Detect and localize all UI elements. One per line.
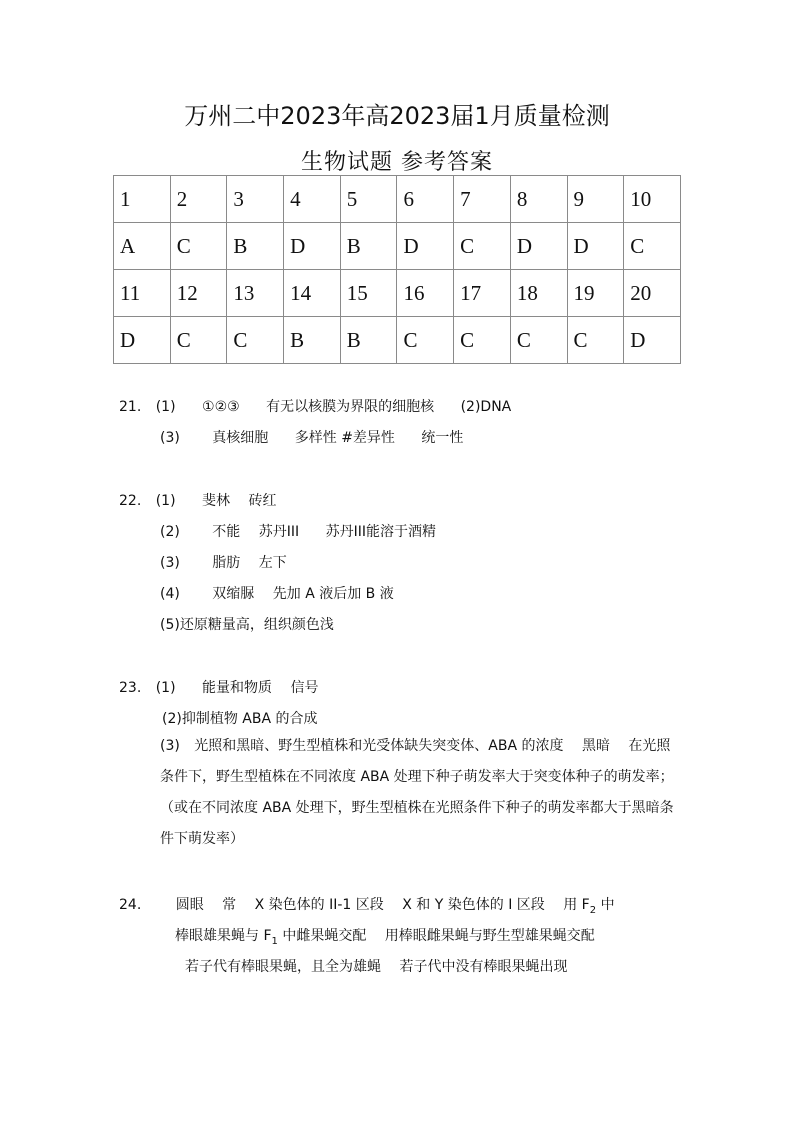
q23-answer-3a: 光照和黑暗、野生型植株和光受体缺失突变体、ABA 的浓度 — [194, 738, 564, 754]
q21-part-1-label: (1) — [155, 399, 176, 415]
table-cell: C — [454, 223, 511, 270]
table-cell: C — [454, 317, 511, 364]
table-cell: 17 — [454, 270, 511, 317]
table-cell: 8 — [510, 176, 567, 223]
table-cell: B — [284, 317, 341, 364]
table-cell: A — [114, 223, 171, 270]
table-cell: 14 — [284, 270, 341, 317]
q22-answer-1b: 砖红 — [248, 493, 277, 509]
table-cell: D — [284, 223, 341, 270]
q23-answer-1a: 能量和物质 — [202, 680, 273, 696]
table-cell: C — [170, 317, 227, 364]
q21-answer-3b: 多样性 #差异性 — [294, 430, 395, 446]
q22-answer-1a: 斐林 — [202, 493, 231, 509]
table-cell: 12 — [170, 270, 227, 317]
table-cell: D — [510, 223, 567, 270]
table-cell: C — [624, 223, 681, 270]
q24-line-2 — [175, 925, 595, 947]
q21-line-1 — [119, 396, 511, 416]
document-subtitle: 生物试题 参考答案 — [301, 150, 493, 175]
table-cell: 20 — [624, 270, 681, 317]
q23-number: 23. — [119, 680, 142, 696]
q21-part-2: (2)DNA — [460, 399, 512, 415]
table-row — [114, 270, 681, 317]
table-cell: 10 — [624, 176, 681, 223]
q22-answer-4a: 双缩脲 — [212, 586, 255, 602]
table-cell: 13 — [227, 270, 284, 317]
q24-answer-4: X 和 Y 染色体的 I 区段 — [402, 897, 545, 913]
q24-answer-5: 用 $F_2$ 中 — [563, 897, 615, 916]
table-cell: B — [227, 223, 284, 270]
table-cell: 3 — [227, 176, 284, 223]
q22-number: 22. — [119, 493, 142, 509]
table-cell: D — [114, 317, 171, 364]
table-cell: D — [567, 223, 624, 270]
table-cell: 4 — [284, 176, 341, 223]
q24-line-3 — [185, 956, 567, 976]
q22-answer-2a: 不能 — [212, 524, 241, 540]
q22-line-2 — [160, 521, 436, 541]
q21-line-2 — [160, 427, 463, 447]
q23-line-1 — [119, 677, 318, 697]
q24-answer-3: X 染色体的 II-1 区段 — [254, 897, 384, 913]
q23-part-3-label: (3) — [160, 738, 180, 754]
q24-line-1 — [119, 894, 615, 916]
table-cell: C — [170, 223, 227, 270]
table-cell: B — [340, 317, 397, 364]
document-title: 万州二中2023年高2023届1月质量检测 — [184, 102, 610, 130]
q23-answer-3b: 黑暗 — [581, 738, 610, 754]
table-cell: 1 — [114, 176, 171, 223]
q21-answer-3a: 真核细胞 — [212, 430, 269, 446]
q23-answer-3c: 在光照条件下，野生型植株在不同浓度 ABA 处理下种子萌发率大于突变体种子的萌发率；（或在不同浓度 ABA 处理下，野生型植株在光照条件下种子的萌发率都大于黑暗条件下萌发率） — [160, 738, 674, 847]
q22-line-3 — [160, 552, 287, 572]
q22-part-4-label: (4) — [160, 586, 180, 602]
q22-part-2-label: (2) — [160, 524, 180, 540]
q23-part-2: (2)抑制植物 ABA 的合成 — [162, 711, 318, 727]
table-cell: D — [624, 317, 681, 364]
q22-answer-2b: 苏丹III — [258, 524, 300, 540]
q22-line-4 — [160, 583, 394, 603]
q22-answer-4b: 先加 A 液后加 B 液 — [272, 586, 394, 602]
q22-answer-3a: 脂肪 — [212, 555, 241, 571]
q23-part-1-label: (1) — [155, 680, 176, 696]
table-cell: 16 — [397, 270, 454, 317]
table-cell: 19 — [567, 270, 624, 317]
q22-line-5 — [160, 614, 334, 634]
table-row — [114, 317, 681, 364]
q24-answer-2: 常 — [222, 897, 237, 913]
q24-number: 24. — [119, 897, 142, 913]
table-cell: 15 — [340, 270, 397, 317]
table-cell: B — [340, 223, 397, 270]
table-cell: C — [510, 317, 567, 364]
q24-answer-1: 圆眼 — [175, 897, 204, 913]
q22-line-1 — [119, 490, 276, 510]
q22-answer-3b: 左下 — [258, 555, 287, 571]
table-cell: D — [397, 223, 454, 270]
q22-answer-2c: 苏丹III能溶于酒精 — [325, 524, 436, 540]
table-cell: 6 — [397, 176, 454, 223]
q21-part-3-label: (3) — [160, 430, 180, 446]
q21-answer-1b: 有无以核膜为界限的细胞核 — [266, 399, 435, 415]
table-cell: 9 — [567, 176, 624, 223]
q24-answer-8: 若子代中没有棒眼果蝇出现 — [399, 959, 568, 975]
table-cell: C — [227, 317, 284, 364]
table-cell: 5 — [340, 176, 397, 223]
q24-answer-5-cont: 棒眼雄果蝇与 $F_1$ 中雌果蝇交配 — [175, 928, 367, 947]
q22-part-3-label: (3) — [160, 555, 180, 571]
q21-answer-1a: ①②③ — [202, 399, 240, 415]
answer-table — [113, 175, 681, 364]
table-row — [114, 223, 681, 270]
q22-part-5: (5)还原糖量高，组织颜色浅 — [160, 617, 334, 633]
table-cell: C — [397, 317, 454, 364]
q24-answer-6: 用棒眼雌果蝇与野生型雄果蝇交配 — [384, 928, 595, 944]
q21-answer-3c: 统一性 — [421, 430, 464, 446]
table-cell: C — [567, 317, 624, 364]
q23-line-2 — [162, 708, 318, 728]
table-cell: 7 — [454, 176, 511, 223]
table-cell: 18 — [510, 270, 567, 317]
table-cell: 2 — [170, 176, 227, 223]
table-row — [114, 176, 681, 223]
q22-part-1-label: (1) — [155, 493, 176, 509]
q23-answer-1b: 信号 — [290, 680, 319, 696]
q23-part-3-block — [160, 731, 680, 855]
q24-answer-7: 若子代有棒眼果蝇，且全为雄蝇 — [185, 959, 381, 975]
table-cell: 11 — [114, 270, 171, 317]
q21-number: 21. — [119, 399, 142, 415]
